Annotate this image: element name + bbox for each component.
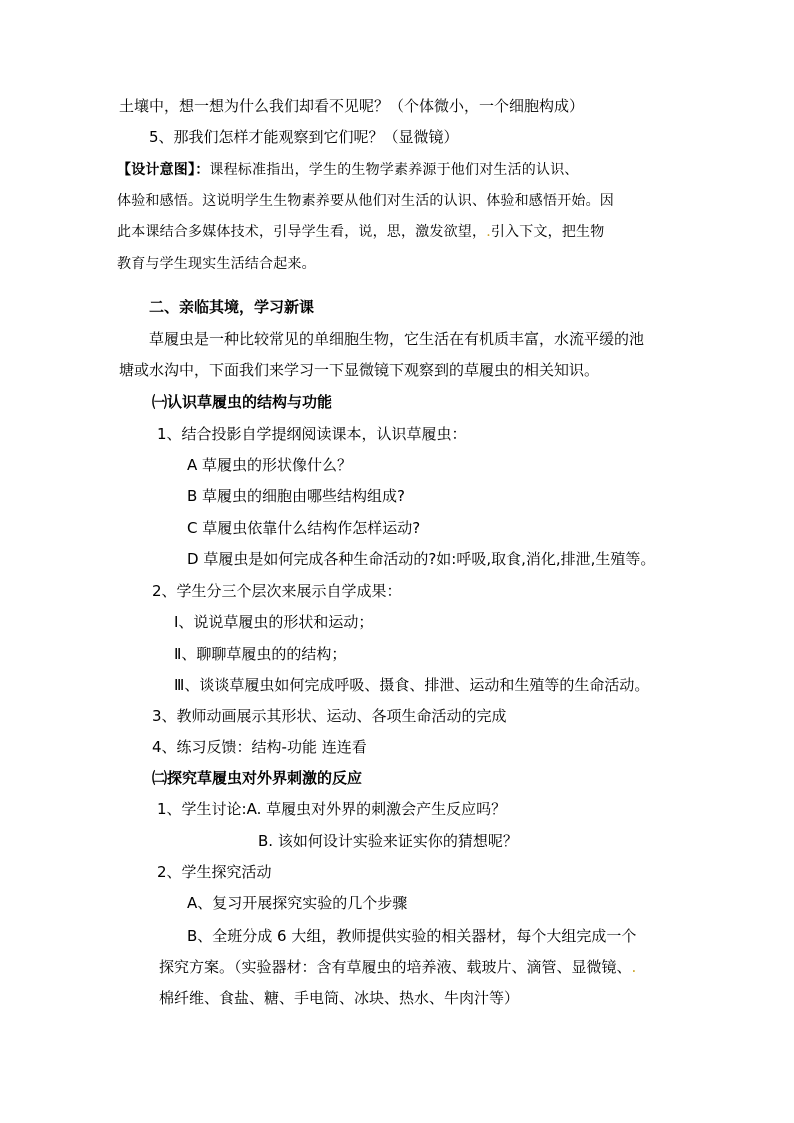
design-intent-line	[117, 160, 579, 180]
text-line: 1、学生讨论:A. 草履虫对外界的刺激会产生反应吗？	[157, 800, 507, 818]
text-line	[159, 957, 636, 977]
text-line: 1、结合投影自学提纲阅读课本，认识草履虫：	[157, 425, 467, 443]
text-line: 2、学生探究活动	[157, 863, 272, 881]
question-item: D 草履虫是如何完成各种生命活动的?如:呼吸,取食,消化,排泄,生殖等。	[187, 550, 656, 568]
text-line: 3、教师动画展示其形状、运动、各项生命活动的完成	[152, 707, 507, 725]
text-line: B、全班分成 6 大组，教师提供实验的相关器材，每个大组完成一个	[187, 927, 637, 945]
text-line	[117, 222, 604, 242]
text-span: 探究方案。（实验器材：含有草履虫的培养液、载玻片、滴管、显微镜、	[159, 958, 632, 976]
level-item: Ⅱ、聊聊草履虫的的结构；	[174, 645, 347, 663]
text-line: 5、那我们怎样才能观察到它们呢？（显微镜）	[149, 128, 459, 146]
text-line: 体验和感悟。这说明学生生物素养要从他们对生活的认识、体验和感悟开始。因	[117, 193, 614, 209]
text-line: 4、练习反馈：结构-功能 连连看	[152, 738, 367, 756]
text-span: 此本课结合多媒体技术，引导学生看，说，思，激发欲望，	[117, 224, 487, 240]
question-item: A 草履虫的形状像什么？	[187, 456, 353, 474]
text-span: 课程标准指出，学生的生物学素养源于他们对生活的认识、	[209, 162, 579, 178]
design-intent-label: 【设计意图】：	[117, 162, 210, 178]
text-line: A、复习开展探究实验的几个步骤	[187, 894, 408, 912]
text-line: 塘或水沟中，下面我们来学习一下显微镜下观察到的草履虫的相关知识。	[119, 361, 600, 379]
subsection-heading: ㈠认识草履虫的结构与功能	[152, 393, 333, 411]
question-item: B 草履虫的细胞由哪些结构组成?	[187, 487, 406, 505]
question-item: C 草履虫依靠什么结构作怎样运动?	[187, 519, 421, 537]
text-span: 引入下文，把生物	[490, 224, 605, 240]
level-item: Ⅰ、说说草履虫的形状和运动；	[174, 613, 374, 631]
text-line: 教育与学生现实生活结合起来。	[117, 256, 316, 272]
level-item: Ⅲ、谈谈草履虫如何完成呼吸、摄食、排泄、运动和生殖等的生命活动。	[174, 676, 650, 694]
text-line: B. 该如何设计实验来证实你的猜想呢？	[258, 832, 518, 850]
text-line: 棉纤维、食盐、糖、手电筒、冰块、热水、牛肉汁等）	[159, 989, 520, 1007]
text-line: 2、学生分三个层次来展示自学成果：	[152, 582, 402, 600]
section-heading: 二、亲临其境，学习新课	[149, 298, 315, 316]
marker-dot: .	[631, 958, 637, 976]
text-line: 土壤中，想一想为什么我们却看不见呢？（个体微小，一个细胞构成）	[119, 97, 585, 115]
marker-dot: .	[486, 224, 491, 240]
text-line: 草履虫是一种比较常见的单细胞生物，它生活在有机质丰富，水流平缓的池	[149, 330, 645, 348]
subsection-heading: ㈡探究草履虫对外界刺激的反应	[152, 769, 363, 787]
